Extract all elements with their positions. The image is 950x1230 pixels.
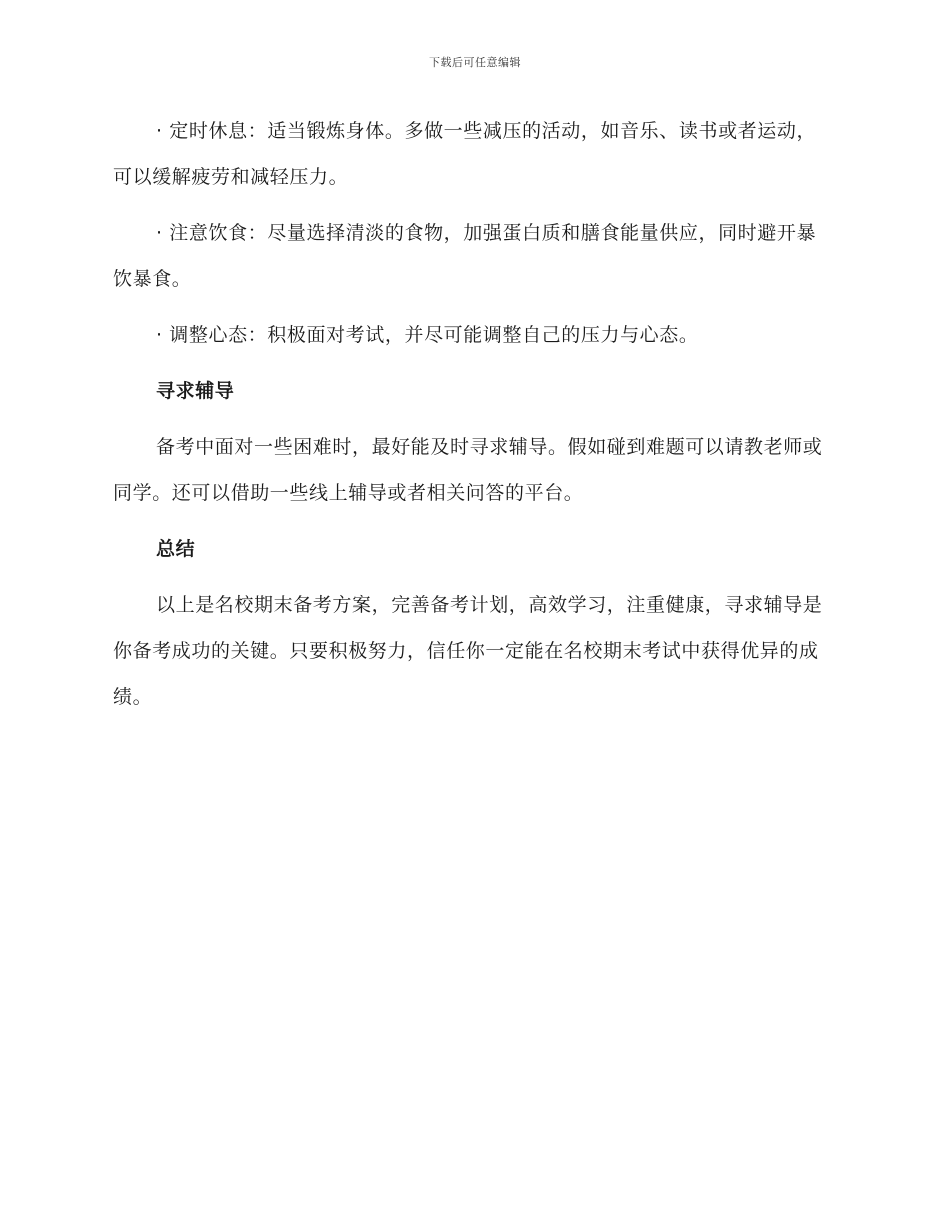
section-heading-tutoring: 寻求辅导 bbox=[156, 380, 235, 402]
tip-diet: · 注意饮食：尽量选择清淡的食物，加强蛋白质和膳食能量供应，同时避开暴饮暴食。 bbox=[113, 222, 817, 290]
summary-paragraph: 以上是名校期末备考方案，完善备考计划，高效学习，注重健康，寻求辅导是你备考成功的关键。只要积极努力，信任你一定能在名校期末考试中获得优异的成绩。 bbox=[113, 594, 823, 708]
header-note: 下载后可任意编辑 bbox=[429, 56, 521, 69]
tip-mindset: · 调整心态：积极面对考试，并尽可能调整自己的压力与心态。 bbox=[156, 324, 699, 346]
tip-rest: · 定时休息：适当锻炼身体。多做一些减压的活动，如音乐、读书或者运动，可以缓解疲劳和减轻压力。 bbox=[113, 120, 817, 188]
section-heading-summary: 总结 bbox=[156, 538, 196, 560]
document-body bbox=[113, 108, 831, 730]
tutoring-paragraph: 备考中面对一些困难时，最好能及时寻求辅导。假如碰到难题可以请教老师或同学。还可以借助一些线上辅导或者相关问答的平台。 bbox=[113, 436, 823, 504]
